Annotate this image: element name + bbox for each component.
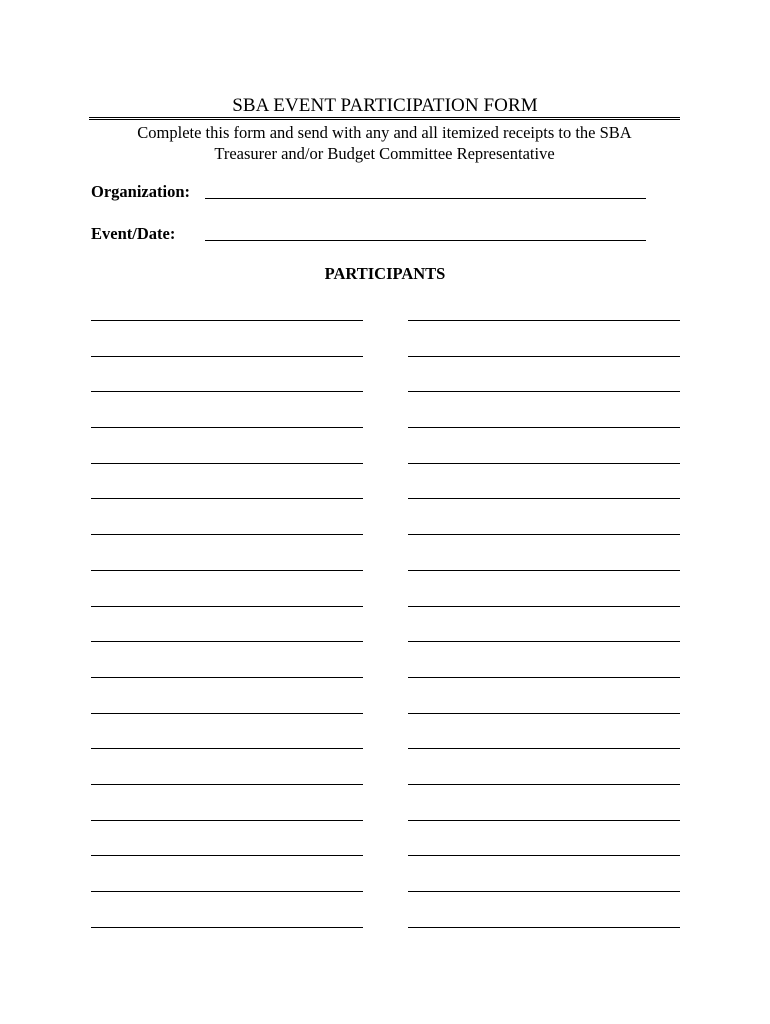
- organization-label: Organization:: [91, 182, 190, 201]
- participant-name-field[interactable]: [408, 832, 680, 856]
- participant-name-field[interactable]: [408, 797, 680, 821]
- participant-row: [91, 404, 680, 440]
- organization-field[interactable]: [205, 177, 646, 199]
- participant-name-field[interactable]: [91, 725, 363, 749]
- participant-row: [91, 511, 680, 547]
- participant-name-field[interactable]: [91, 475, 363, 499]
- participant-name-field[interactable]: [91, 761, 363, 785]
- participant-row: [91, 654, 680, 690]
- participant-name-field[interactable]: [91, 797, 363, 821]
- participant-row: [91, 725, 680, 761]
- event-date-label: Event/Date:: [91, 224, 176, 243]
- participant-name-field[interactable]: [91, 583, 363, 607]
- participant-row: [91, 333, 680, 369]
- participant-name-field[interactable]: [408, 404, 680, 428]
- participants-list: [91, 297, 680, 939]
- form-title: SBA EVENT PARTICIPATION FORM: [232, 95, 538, 116]
- participant-name-field[interactable]: [91, 440, 363, 464]
- participant-name-field[interactable]: [408, 690, 680, 714]
- participant-name-field[interactable]: [408, 547, 680, 571]
- participant-row: [91, 297, 680, 333]
- participant-name-field[interactable]: [91, 832, 363, 856]
- participant-name-field[interactable]: [408, 904, 680, 928]
- participant-name-field[interactable]: [91, 690, 363, 714]
- participant-row: [91, 797, 680, 833]
- participant-row: [91, 832, 680, 868]
- participant-name-field[interactable]: [408, 761, 680, 785]
- participant-name-field[interactable]: [91, 511, 363, 535]
- participant-name-field[interactable]: [408, 725, 680, 749]
- participant-name-field[interactable]: [408, 440, 680, 464]
- participant-name-field[interactable]: [91, 404, 363, 428]
- participant-name-field[interactable]: [91, 547, 363, 571]
- participant-name-field[interactable]: [91, 868, 363, 892]
- participant-name-field[interactable]: [408, 368, 680, 392]
- participant-name-field[interactable]: [408, 868, 680, 892]
- participant-name-field[interactable]: [408, 297, 680, 321]
- form-instructions: [89, 123, 680, 164]
- participant-name-field[interactable]: [91, 618, 363, 642]
- event-date-field[interactable]: [205, 219, 646, 241]
- participant-name-field[interactable]: [408, 654, 680, 678]
- participant-name-field[interactable]: [91, 904, 363, 928]
- participant-row: [91, 583, 680, 619]
- participant-row: [91, 761, 680, 797]
- title-double-rule: [89, 117, 680, 120]
- participant-row: [91, 618, 680, 654]
- participant-row: [91, 690, 680, 726]
- instructions-line-1: Complete this form and send with any and all itemized receipts to the SBA: [137, 123, 632, 142]
- participant-row: [91, 547, 680, 583]
- participant-name-field[interactable]: [408, 333, 680, 357]
- participant-row: [91, 904, 680, 940]
- participant-name-field[interactable]: [91, 368, 363, 392]
- participant-row: [91, 368, 680, 404]
- participant-name-field[interactable]: [408, 583, 680, 607]
- participant-row: [91, 868, 680, 904]
- participants-heading: PARTICIPANTS: [324, 264, 446, 283]
- participant-name-field[interactable]: [408, 511, 680, 535]
- participant-row: [91, 440, 680, 476]
- participant-name-field[interactable]: [91, 654, 363, 678]
- participant-name-field[interactable]: [408, 618, 680, 642]
- instructions-line-2: Treasurer and/or Budget Committee Representative: [214, 143, 555, 163]
- participant-name-field[interactable]: [91, 297, 363, 321]
- participant-name-field[interactable]: [408, 475, 680, 499]
- participant-name-field[interactable]: [91, 333, 363, 357]
- participant-row: [91, 475, 680, 511]
